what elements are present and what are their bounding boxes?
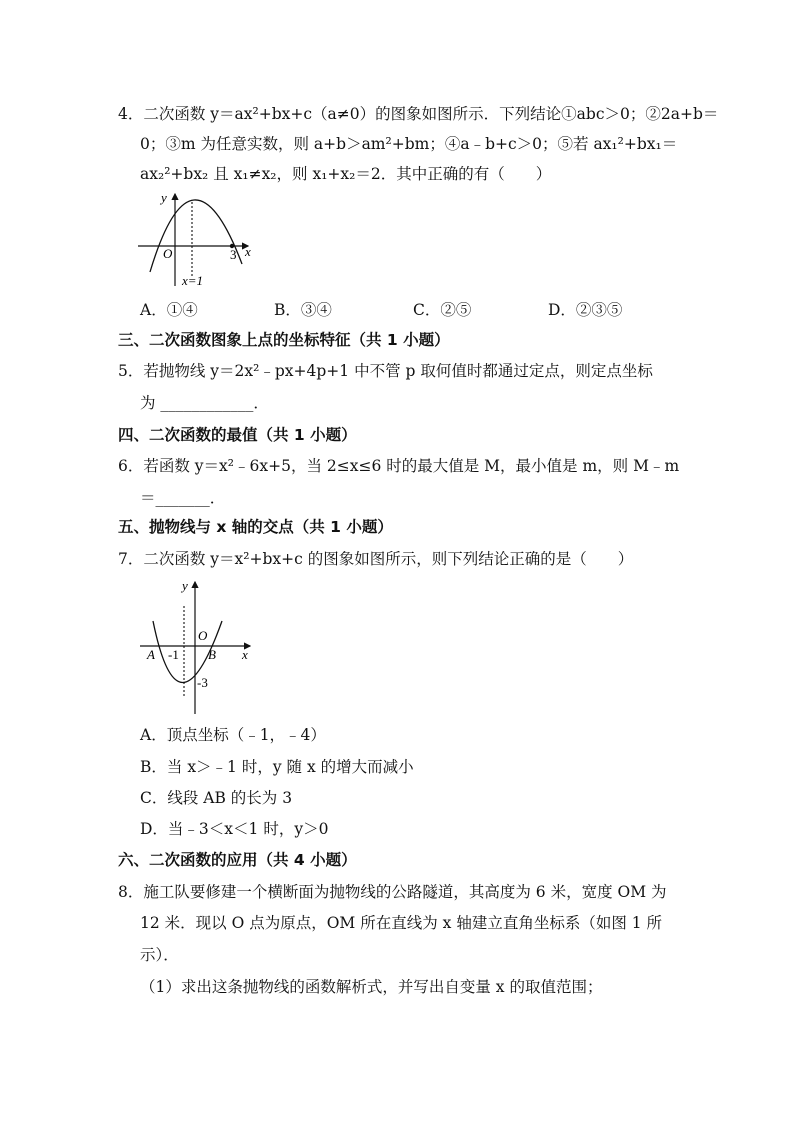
q7-y-label: y bbox=[182, 578, 188, 593]
q7-point-a-label: A bbox=[147, 647, 155, 662]
q7-origin-label: O bbox=[198, 628, 208, 643]
q7-option-a[interactable]: A．顶点坐标（﹣1，﹣4） bbox=[140, 726, 326, 744]
q7-point-b-label: B bbox=[208, 647, 216, 662]
q7-option-c[interactable]: C．线段 AB 的长为 3 bbox=[140, 789, 293, 807]
section-6-heading: 六、二次函数的应用（共 4 小题） bbox=[118, 851, 357, 869]
q4-root-label: 3 bbox=[230, 247, 237, 262]
q4-option-d[interactable]: D．②③⑤ bbox=[548, 301, 623, 319]
q7-neg1-label: -1 bbox=[168, 647, 179, 662]
q7-option-d[interactable]: D．当﹣3＜x＜1 时，y＞0 bbox=[140, 820, 329, 838]
q8-line-2: 12 米．现以 O 点为原点，OM 所在直线为 x 轴建立直角坐标系（如图 1 所 bbox=[140, 914, 663, 932]
q4-option-b[interactable]: B．③④ bbox=[274, 301, 332, 319]
q7-x-label: x bbox=[242, 647, 248, 662]
q7-parabola-graph bbox=[136, 576, 266, 718]
section-3-heading: 三、二次函数图象上点的坐标特征（共 1 小题） bbox=[118, 331, 450, 349]
q4-x-label: x bbox=[245, 244, 251, 259]
q8-line-3: 示）． bbox=[140, 946, 179, 964]
q5-line-1: 5．若抛物线 y＝2x²﹣px+4p+1 中不管 p 取何值时都通过定点，则定点坐标 bbox=[118, 362, 653, 380]
q4-parabola-graph bbox=[136, 188, 266, 293]
q4-parabola-curve bbox=[150, 200, 242, 272]
q7-option-b[interactable]: B．当 x＞﹣1 时，y 随 x 的增大而减小 bbox=[140, 758, 414, 776]
q4-option-c[interactable]: C．②⑤ bbox=[413, 301, 472, 319]
q4-axis-label: x=1 bbox=[182, 273, 204, 288]
section-5-heading: 五、抛物线与 x 轴的交点（共 1 小题） bbox=[118, 518, 393, 536]
section-4-heading: 四、二次函数的最值（共 1 小题） bbox=[118, 426, 357, 444]
q4-line-2: 0；③m 为任意实数，则 a+b＞am²+bm；④a﹣b+c＞0；⑤若 ax₁²+bx₁＝ bbox=[140, 135, 678, 153]
q8-subquestion-1: （1）求出这条抛物线的函数解析式，并写出自变量 x 的取值范围； bbox=[140, 978, 603, 996]
q7-line-1: 7．二次函数 y＝x²+bx+c 的图象如图所示，则下列结论正确的是（ ） bbox=[118, 550, 634, 568]
q7-neg3-label: -3 bbox=[197, 675, 208, 690]
q4-origin-label: O bbox=[163, 246, 173, 261]
q6-line-1: 6．若函数 y＝x²﹣6x+5，当 2≤x≤6 时的最大值是 M，最小值是 m，则 M﹣m bbox=[118, 457, 680, 475]
q6-line-2: ＝_______． bbox=[140, 489, 226, 507]
q8-line-1: 8．施工队要修建一个横断面为抛物线的公路隧道，其高度为 6 米，宽度 OM 为 bbox=[118, 883, 667, 901]
q5-line-2: 为 ____________． bbox=[140, 394, 269, 412]
q4-line-3: ax₂²+bx₂ 且 x₁≠x₂，则 x₁+x₂＝2．其中正确的有（ ） bbox=[140, 165, 552, 183]
q4-line-1: 4．二次函数 y＝ax²+bx+c（a≠0）的图象如图所示．下列结论①abc＞0；②2a+b＝ bbox=[118, 105, 719, 123]
q4-y-label: y bbox=[161, 190, 167, 205]
q4-option-a[interactable]: A．①④ bbox=[140, 301, 198, 319]
